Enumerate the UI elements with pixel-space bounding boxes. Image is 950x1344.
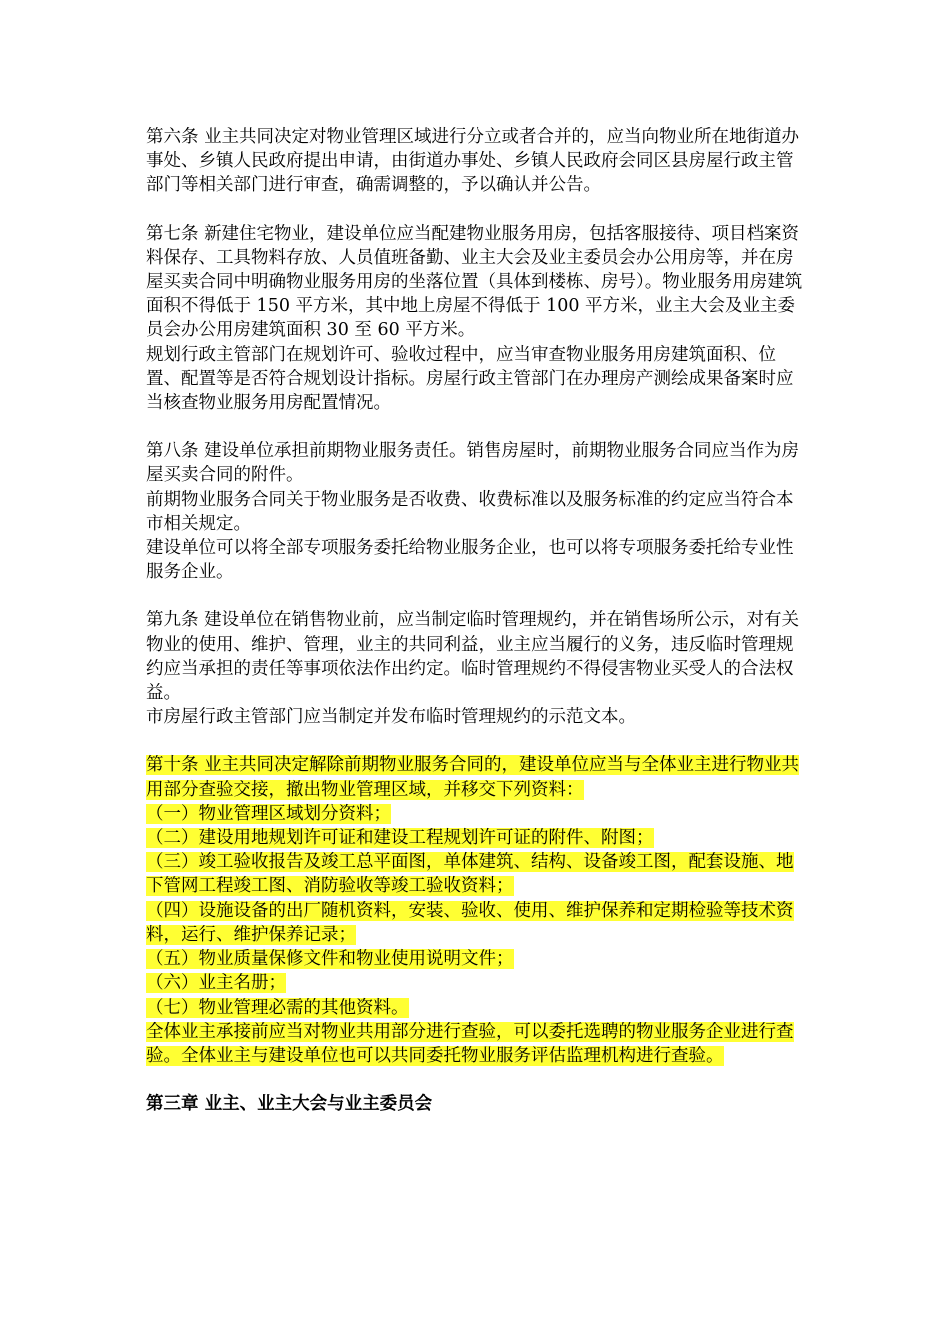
article-10-item-3 (146, 850, 808, 898)
document-page (146, 125, 808, 1116)
highlighted-text: （五）物业质量保修文件和物业使用说明文件； (146, 949, 514, 970)
article-10 (146, 753, 808, 801)
highlighted-text: （六）业主名册； (146, 973, 286, 994)
article-9-para-2: 市房屋行政主管部门应当制定并发布临时管理规约的示范文本。 (146, 707, 636, 728)
article-8-para-2: 前期物业服务合同关于物业服务是否收费、收费标准以及服务标准的约定应当符合本市相关规定。 (146, 489, 794, 534)
article-7-para-2: 规划行政主管部门在规划许可、验收过程中，应当审查物业服务用房建筑面积、位置、配置等是否符合规划设计指标。房屋行政主管部门在办理房产测绘成果备案时应当核查物业服务用房配置情况。 (146, 344, 794, 414)
highlighted-text: 全体业主承接前应当对物业共用部分进行查验，可以委托选聘的物业服务企业进行查验。全体业主与建设单位也可以共同委托物业服务评估监理机构进行查验。 (146, 1021, 794, 1066)
highlighted-text: （三）竣工验收报告及竣工总平面图，单体建筑、结构、设备竣工图，配套设施、地下管网工程竣工图、消防验收等竣工验收资料； (146, 852, 794, 897)
article-10-item-7 (146, 996, 808, 1020)
article-7: 第七条 新建住宅物业，建设单位应当配建物业服务用房，包括客服接待、项目档案资料保存、工具物料存放、人员值班备勤、业主大会及业主委员会办公用房等，并在房屋买卖合同中明确物业服务用房的坐落位置（具体到楼栋、房号）。物业服务用房建筑面积不得低于 150 平方米，其中地上房屋不得低于 100 平方米，业主大会及业主委员会办公用房建筑面积 30 至 60 平方米。 (146, 223, 803, 341)
article-10-item-6 (146, 971, 808, 995)
article-10-para-2 (146, 1020, 808, 1068)
article-9: 第九条 建设单位在销售物业前，应当制定临时管理规约，并在销售场所公示，对有关物业的使用、维护、管理，业主的共同利益，业主应当履行的义务，违反临时管理规约应当承担的责任等事项依法作出约定。临时管理规约不得侵害物业买受人的合法权益。 (146, 610, 800, 704)
article-10-item-2 (146, 826, 808, 850)
article-8-para-3: 建设单位可以将全部专项服务委托给物业服务企业，也可以将专项服务委托给专业性服务企业。 (146, 538, 794, 583)
highlighted-text: （一）物业管理区域划分资料； (146, 803, 391, 824)
article-10-item-4 (146, 899, 808, 947)
article-8: 第八条 建设单位承担前期物业服务责任。销售房屋时，前期物业服务合同应当作为房屋买卖合同的附件。 (146, 441, 800, 486)
chapter-heading: 第三章 业主、业主大会与业主委员会 (146, 1094, 433, 1115)
article-6: 第六条 业主共同决定对物业管理区域进行分立或者合并的，应当向物业所在地街道办事处、乡镇人民政府提出申请，由街道办事处、乡镇人民政府会同区县房屋行政主管部门等相关部门进行审查，确需调整的，予以确认并公告。 (146, 127, 800, 196)
highlighted-text: （四）设施设备的出厂随机资料，安装、验收、使用、维护保养和定期检验等技术资料，运行、维护保养记录； (146, 900, 794, 945)
article-10-item-5 (146, 947, 808, 971)
highlighted-text: 第十条 业主共同决定解除前期物业服务合同的，建设单位应当与全体业主进行物业共用部分查验交接，撤出物业管理区域，并移交下列资料： (146, 755, 800, 800)
highlighted-text: （二）建设用地规划许可证和建设工程规划许可证的附件、附图； (146, 828, 654, 849)
article-10-item-1 (146, 802, 808, 826)
highlighted-text: （七）物业管理必需的其他资料。 (146, 997, 409, 1018)
